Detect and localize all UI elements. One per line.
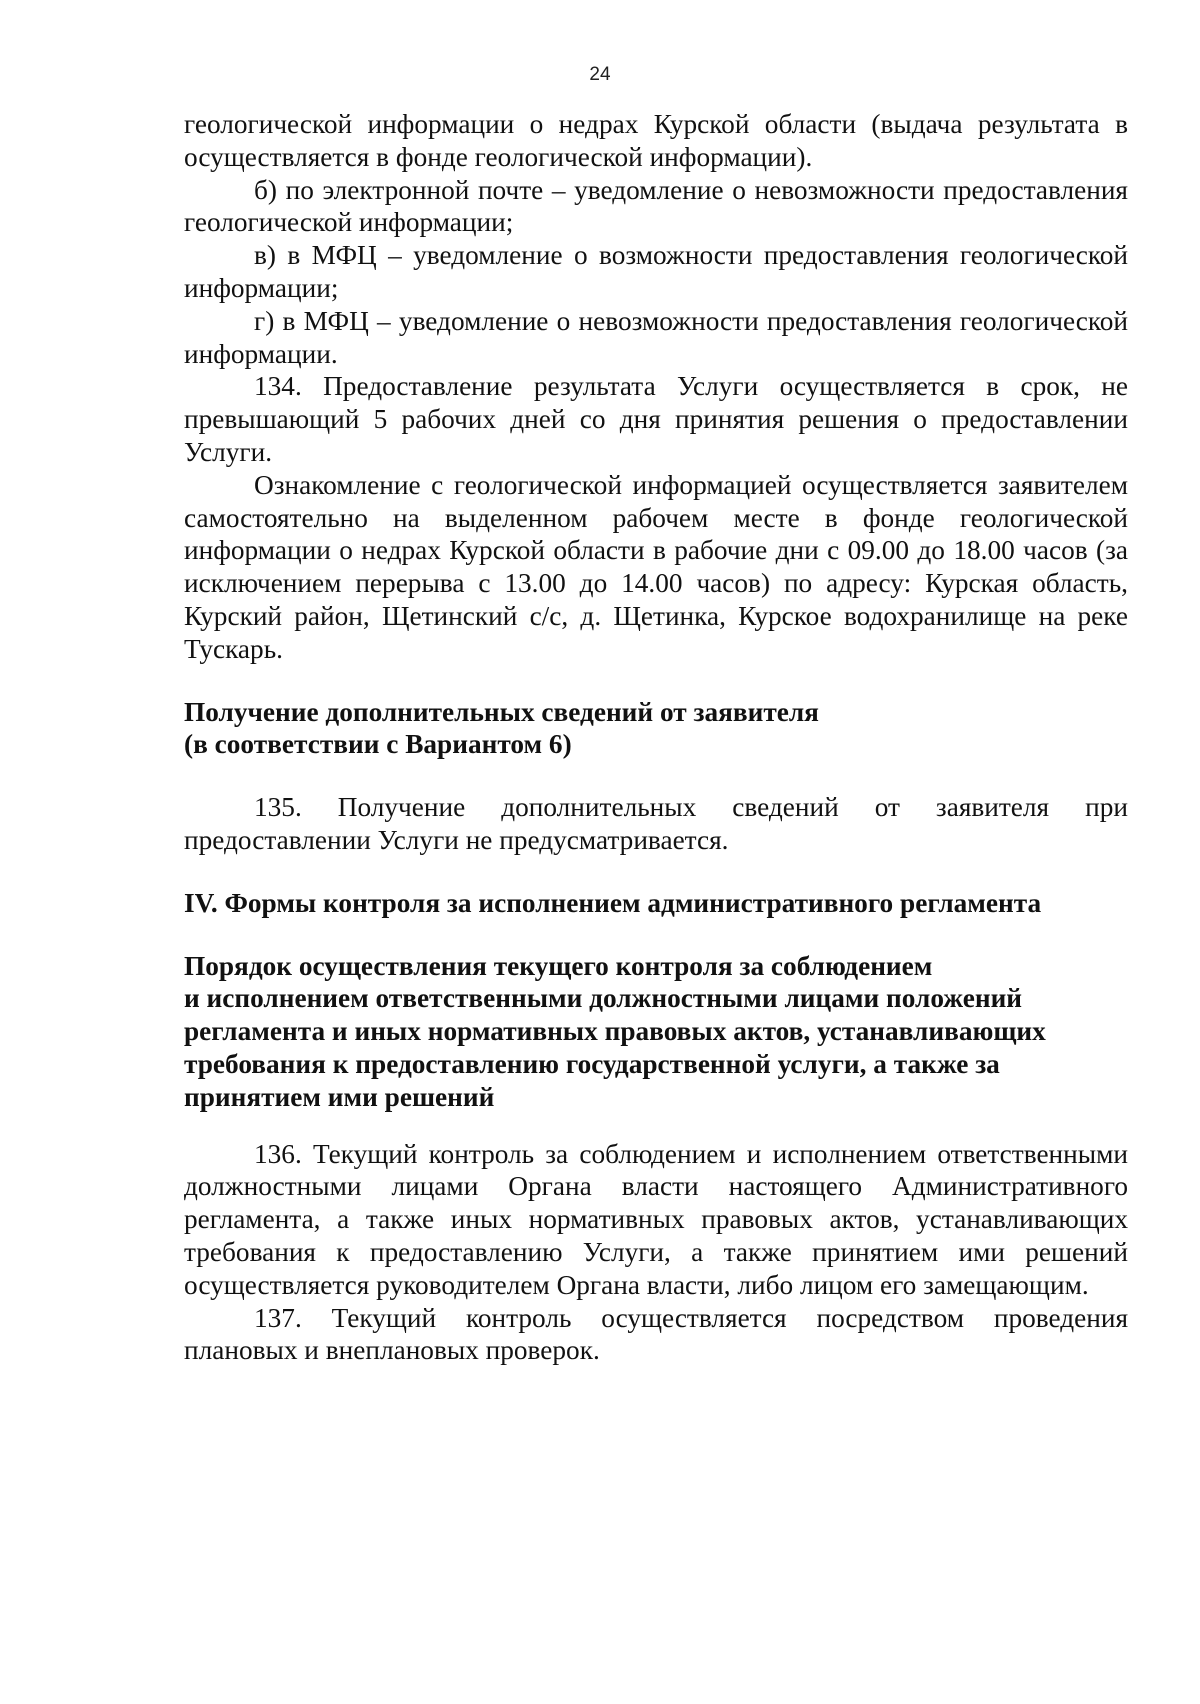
spacer xyxy=(184,666,1128,696)
paragraph-134: 134. Предоставление результата Услуги осуществляется в срок, не превышающий 5 рабочих дней со дня принятия решения о предоставлении Услуги. xyxy=(184,371,1128,467)
paragraph-136: 136. Текущий контроль за соблюдением и исполнением ответственными должностными лицами Органа власти настоящего Административного регламента, а также иных нормативных правовых актов, устанавливающих требования к предоставлению Услуги, а также принятием ими решений осуществляется руководителем Органа власти, либо лицом его замещающим. xyxy=(184,1138,1128,1300)
paragraph-135: 135. Получение дополнительных сведений от заявителя при предоставлении Услуги не предусматривается. xyxy=(184,792,1128,855)
spacer xyxy=(184,857,1128,887)
document-body xyxy=(184,108,1128,1367)
subsection-heading-line: Порядок осуществления текущего контроля за соблюдением xyxy=(184,950,933,981)
page-number: 24 xyxy=(589,64,611,85)
subsection-heading-line: принятием ими решений xyxy=(184,1081,495,1112)
paragraph: геологической информации о недрах Курской области (выдача результата в осуществляется в фонде геологической информации). xyxy=(184,109,1128,172)
section-heading: IV. Формы контроля за исполнением административного регламента xyxy=(184,887,1042,918)
paragraph: г) в МФЦ – уведомление о невозможности предоставления геологической информации. xyxy=(184,305,1128,369)
subsection-heading-line: Получение дополнительных сведений от заявителя xyxy=(184,696,819,727)
paragraph: в) в МФЦ – уведомление о возможности предоставления геологической информации; xyxy=(184,240,1128,303)
spacer xyxy=(184,1114,1128,1138)
subsection-heading-line: регламента и иных нормативных правовых актов, устанавливающих xyxy=(184,1016,1046,1047)
spacer xyxy=(184,761,1128,791)
paragraph: б) по электронной почте – уведомление о невозможности предоставления геологической информации; xyxy=(184,174,1128,238)
subsection-heading-line: (в соответствии с Вариантом 6) xyxy=(184,729,572,760)
spacer xyxy=(184,920,1128,950)
paragraph: Ознакомление с геологической информацией осуществляется заявителем самостоятельно на выделенном рабочем месте в фонде геологической информации о недрах Курской области в рабочие дни с 09.00 до 18.00 часов (за исключением перерыва с 13.00 до 14.00 часов) по адресу: Курская область, Курский район, Щетинский с/с, д. Щетинка, Курское водохранилище на реке Тускарь. xyxy=(184,469,1128,664)
subsection-heading-line: требования к предоставлению государственной услуги, а также за xyxy=(184,1048,1000,1079)
subsection-heading-line: и исполнением ответственными должностными лицами положений xyxy=(184,983,1023,1014)
paragraph-137: 137. Текущий контроль осуществляется посредством проведения плановых и внеплановых проверок. xyxy=(184,1302,1128,1366)
